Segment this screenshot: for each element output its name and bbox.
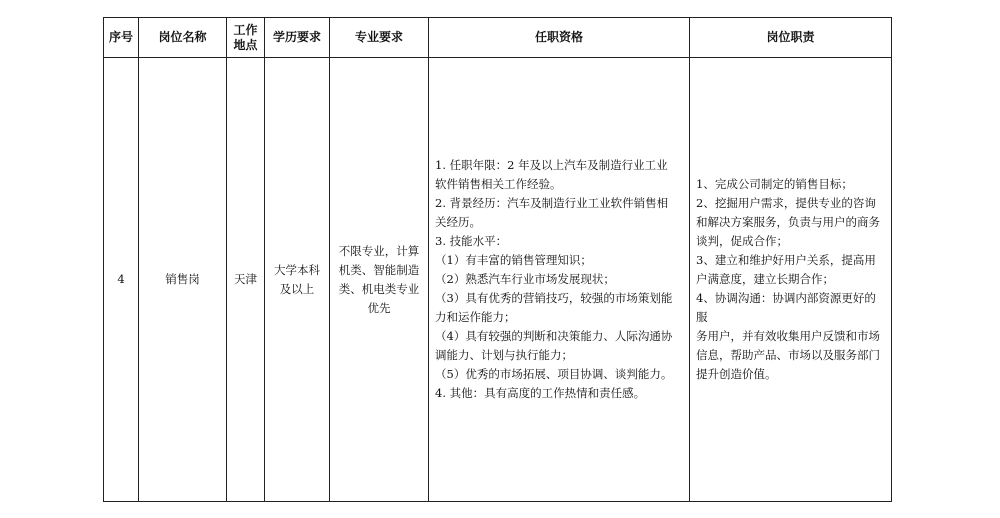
header-seq: 序号: [104, 18, 139, 58]
qualification-line: 软件销售相关工作经验。: [435, 177, 562, 191]
qualification-line: 调能力、计划与执行能力；: [435, 348, 573, 362]
cell-qualifications: [429, 58, 690, 502]
duty-line: 户满意度，建立长期合作；: [696, 272, 834, 286]
qualification-line: 1. 任职年限：2 年及以上汽车及制造行业工业: [435, 158, 668, 172]
qualification-line: 力和运作能力；: [435, 310, 516, 324]
qualification-line: （3）具有优秀的营销技巧，较强的市场策划能: [435, 291, 673, 305]
header-qualifications: 任职资格: [429, 18, 690, 58]
duty-line: 信息，帮助产品、市场以及服务部门: [696, 348, 880, 362]
qualification-line: （5）优秀的市场拓展、项目协调、谈判能力。: [435, 367, 673, 381]
table-row: [104, 58, 892, 502]
qualification-line: 3. 技能水平：: [435, 234, 508, 248]
header-education: 学历要求: [265, 18, 330, 58]
duty-line: 2、挖掘用户需求，提供专业的咨询: [696, 196, 876, 210]
qualification-line: （2）熟悉汽车行业市场发展现状；: [435, 272, 615, 286]
qualification-line: （1）有丰富的销售管理知识；: [435, 253, 592, 267]
header-major: 专业要求: [330, 18, 429, 58]
cell-position: 销售岗: [139, 58, 227, 502]
cell-major: 不限专业，计算机类、智能制造类、机电类专业优先: [330, 58, 429, 502]
duty-line: 和解决方案服务，负责与用户的商务: [696, 215, 880, 229]
duty-line: 谈判，促成合作；: [696, 234, 788, 248]
qualification-line: （4）具有较强的判断和决策能力、人际沟通协: [435, 329, 673, 343]
header-location: 工作地点: [227, 18, 265, 58]
cell-education: 大学本科及以上: [265, 58, 330, 502]
duty-line: 4、协调沟通：协调内部资源更好的服: [696, 291, 876, 324]
qualification-line: 关经历。: [435, 215, 481, 229]
duty-line: 务用户，并有效收集用户反馈和市场: [696, 329, 880, 343]
cell-duties: [690, 58, 892, 502]
header-duties: 岗位职责: [690, 18, 892, 58]
header-row: [104, 18, 892, 58]
duty-line: 提升创造价值。: [696, 367, 777, 381]
header-position: 岗位名称: [139, 18, 227, 58]
job-posting-table: [103, 17, 892, 502]
cell-seq: 4: [104, 58, 139, 502]
qualification-line: 4. 其他：具有高度的工作热情和责任感。: [435, 386, 646, 400]
qualification-line: 2. 背景经历：汽车及制造行业工业软件销售相: [435, 196, 669, 210]
duty-line: 1、完成公司制定的销售目标；: [696, 177, 853, 191]
cell-location: 天津: [227, 58, 265, 502]
duty-line: 3、建立和维护好用户关系，提高用: [696, 253, 876, 267]
